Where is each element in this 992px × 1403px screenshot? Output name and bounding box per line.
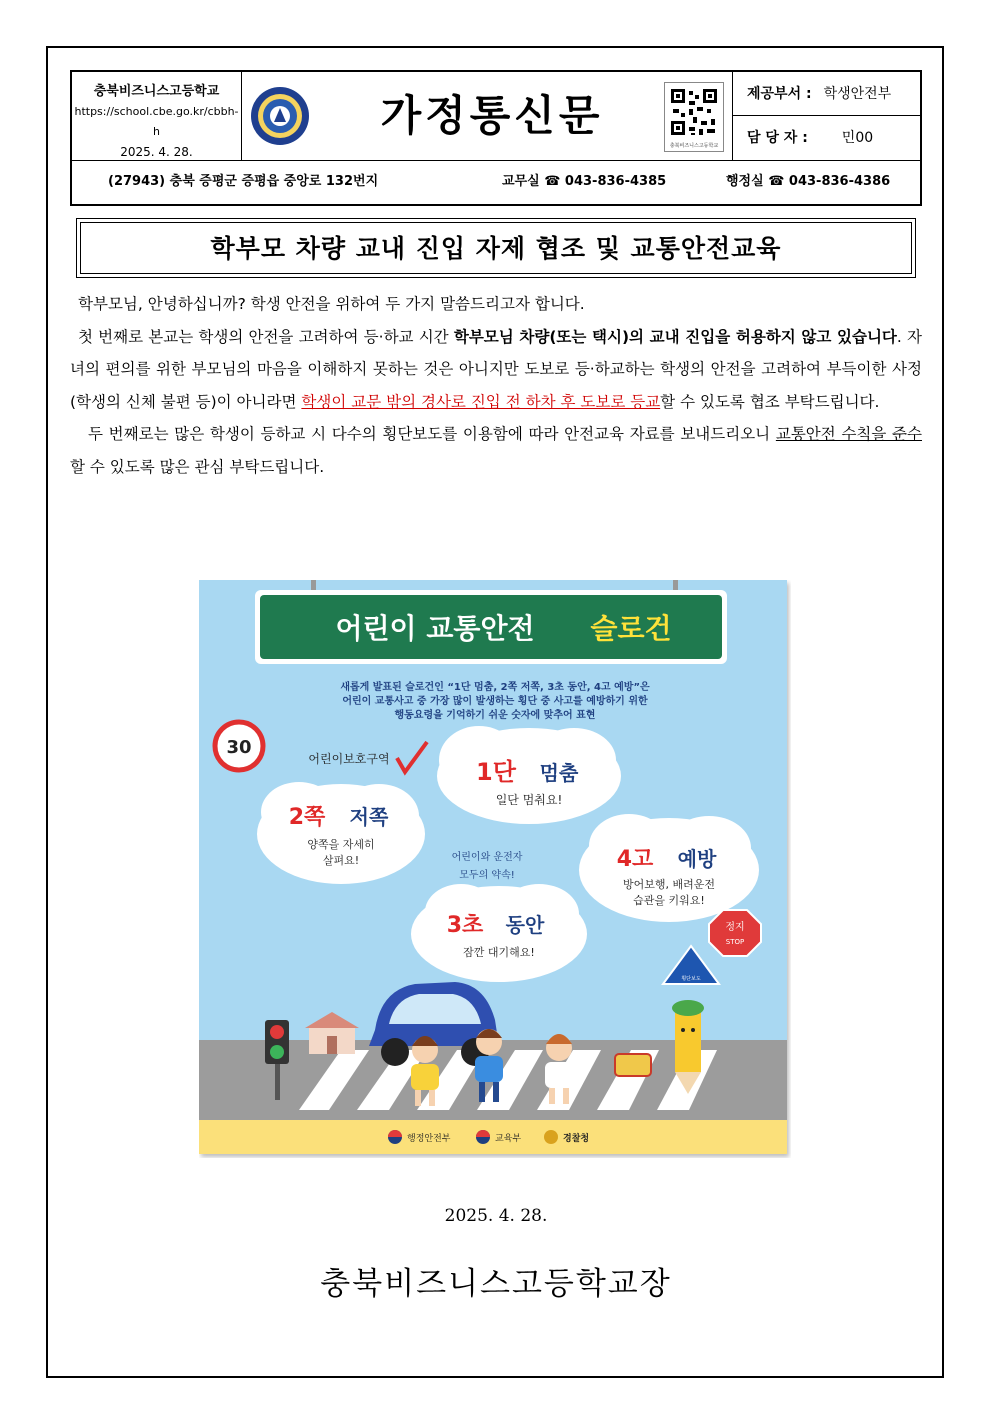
cloud-1-stop xyxy=(437,726,621,824)
p3-underlined-text: 교통안전 수칙을 준수 xyxy=(775,425,922,443)
poster-desc-2: 어린이 교통사고 중 가장 많이 발생하는 횡단 중 사고를 예방하기 위한 xyxy=(342,696,648,707)
admin-phone: 행정실 ☎ 043-836-4386 xyxy=(726,174,891,189)
header-top-row xyxy=(72,72,920,161)
promise-line-2: 모두의 약속! xyxy=(459,870,515,881)
c3-sub: 잠깐 대기해요! xyxy=(463,946,535,959)
department-info xyxy=(732,72,921,160)
school-address: (27943) 충북 증평군 증평읍 중앙로 132번지 xyxy=(108,174,379,189)
principal-signature: 충북비즈니스고등학교장 xyxy=(320,1266,672,1302)
c2-sub-1: 양쪽을 자세히 xyxy=(307,838,375,851)
department-row xyxy=(733,72,921,116)
poster-desc-1: 새롭게 발표된 슬로건인 “1단 멈춤, 2쪽 저쪽, 3초 동안, 4고 예방”은 xyxy=(340,682,650,693)
speed-limit: 30 xyxy=(226,737,252,758)
paragraph-traffic-safety xyxy=(70,418,922,483)
staff-value: 민00 xyxy=(841,130,874,146)
school-zone-label: 어린이보호구역 xyxy=(308,752,390,766)
crosswalk-sign-label: 횡단보도 xyxy=(681,976,701,982)
p2-text-b: . 자녀의 편의를 위한 부모님의 마음을 이해하지 못하는 것은 아니지만 도보로 등·하교하는 학생의 안전을 고려하여 부득이한 사정(학생의 신체 불편 등)이 아니라면 xyxy=(70,327,922,411)
p3-text-b: 할 수 있도록 많은 관심 부탁드립니다. xyxy=(70,457,325,476)
department-label: 제공부서 : xyxy=(747,86,812,102)
p2-red-text: 학생이 교문 밖의 경사로 진입 전 하차 후 도보로 등교 xyxy=(301,392,661,411)
bag-icon xyxy=(615,1054,651,1076)
footer-ministry-1: 행정안전부 xyxy=(407,1134,451,1144)
c2-sub-2: 살펴요! xyxy=(322,854,360,867)
c1-sub: 일단 멈춰요! xyxy=(495,793,563,807)
school-info xyxy=(72,72,242,160)
cloud-3-wait xyxy=(411,884,587,982)
cloud-2-look xyxy=(257,782,425,884)
c4-word: 예방 xyxy=(677,847,717,871)
school-name: 충북비즈니스고등학교 xyxy=(93,84,220,99)
traffic-safety-poster xyxy=(199,580,791,1158)
paragraph-greeting: 학부모님, 안녕하십니까? 학생 안전을 위하여 두 가지 말씀드리고자 합니다. xyxy=(78,295,585,313)
c2-number: 2쪽 xyxy=(288,805,326,830)
office-phone: 교무실 ☎ 043-836-4385 xyxy=(502,174,667,189)
p2-text-a: 첫 번째로 본교는 학생의 안전을 고려하여 등·하교 시간 xyxy=(78,327,454,346)
cloud-4-prevent xyxy=(579,814,759,922)
stop-sign-ko: 정지 xyxy=(725,922,745,933)
footer-ministry-3: 경찰청 xyxy=(563,1134,590,1144)
staff-label: 담 당 자 : xyxy=(747,130,808,146)
letter-header xyxy=(70,70,922,206)
p2-bold-text: 학부모님 차량(또는 택시)의 교내 진입을 허용하지 않고 있습니다 xyxy=(453,327,897,346)
paragraph-vehicle-entry xyxy=(70,321,922,419)
header-date: 2025. 4. 28. xyxy=(120,145,193,159)
qr-caption: 충북비즈니스고등학교 xyxy=(669,143,719,149)
school-website[interactable]: https://school.cbe.go.kr/cbbh-h xyxy=(74,105,239,138)
closing-date: 2025. 4. 28. xyxy=(444,1206,548,1226)
stop-sign-en: STOP xyxy=(725,938,745,946)
school-emblem-icon xyxy=(250,86,310,146)
c3-word: 동안 xyxy=(505,913,545,937)
document-title: 가정통신문 xyxy=(380,91,604,140)
department-value: 학생안전부 xyxy=(823,86,892,102)
footer-ministry-2: 교육부 xyxy=(495,1134,522,1144)
headline: 학부모 차량 교내 진입 자제 협조 및 교통안전교육 xyxy=(80,222,912,274)
stop-sign-icon xyxy=(709,910,761,956)
c4-sub-1: 방어보행, 배려운전 xyxy=(622,878,716,891)
c3-number: 3초 xyxy=(446,913,484,938)
promise-line-1: 어린이와 운전자 xyxy=(451,852,523,863)
poster-desc-3: 행동요령을 기억하기 쉬운 숫자에 맞추어 표현 xyxy=(394,710,596,721)
p3-text-a: 두 번째로는 많은 학생이 등하교 시 다수의 횡단보도를 이용함에 따라 안전교육 자료를 보내드리오니 xyxy=(88,425,776,443)
c4-number: 4고 xyxy=(616,847,654,872)
poster-title-b: 슬로건 xyxy=(590,612,672,645)
c1-word: 멈춤 xyxy=(539,761,579,785)
p2-text-c: 할 수 있도록 협조 부탁드립니다. xyxy=(660,392,880,411)
c1-number: 1단 xyxy=(476,758,516,786)
letter-body xyxy=(70,288,922,483)
header-contact-row xyxy=(72,160,920,204)
headline-box xyxy=(76,218,916,278)
poster-footer-band xyxy=(199,1120,787,1154)
c4-sub-2: 습관을 키워요! xyxy=(633,894,705,907)
staff-row xyxy=(733,116,921,160)
poster-title-a: 어린이 교통안전 xyxy=(335,612,535,645)
c2-word: 저쪽 xyxy=(349,805,389,829)
